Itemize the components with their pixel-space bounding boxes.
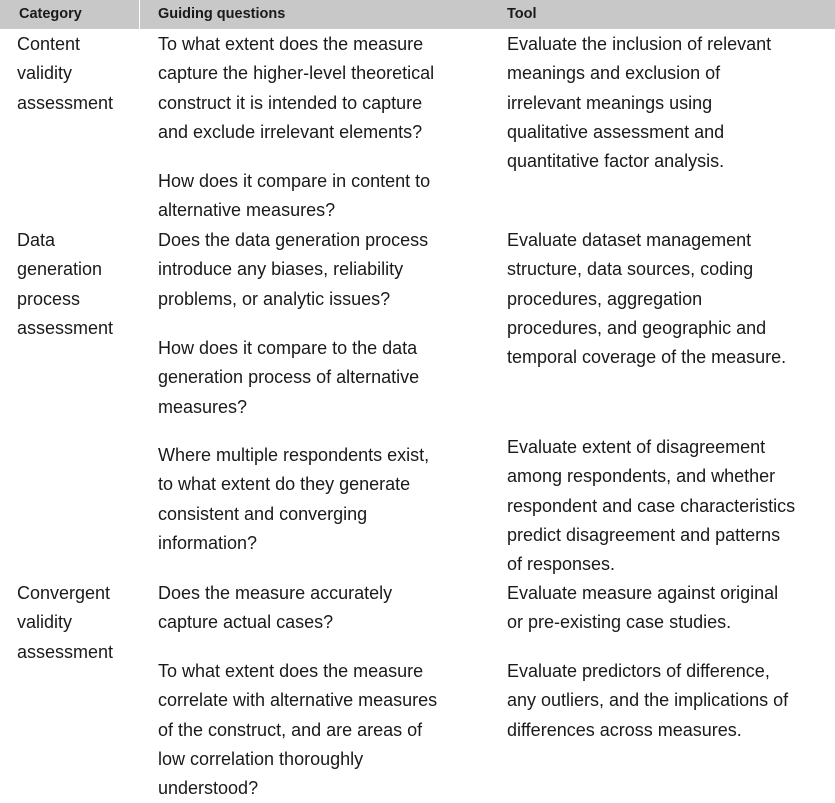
tool-cell-line: meanings and exclusion of [507,63,721,84]
category-cell-line: process [17,288,81,309]
category-cell-line: assessment [17,317,114,338]
tool-cell-line: differences across measures. [507,719,742,740]
tool-cell-line: or pre-existing case studies. [507,612,732,633]
tool-cell-line: procedures, aggregation [507,288,703,309]
tool-cell-line: respondent and case characteristics [507,495,796,516]
guiding-question-line: measures? [158,396,248,417]
header-separator [139,0,140,29]
category-cell-line: assessment [17,92,114,113]
tool-cell-line: among respondents, and whether [507,466,776,487]
tool-cell-line: any outliers, and the implications of [507,690,789,711]
guiding-question-line: capture actual cases? [158,612,334,633]
category-cell-line: assessment [17,641,114,662]
guiding-question-line: consistent and converging [158,503,368,524]
guiding-question-line: problems, or analytic issues? [158,288,391,309]
category-cell-line: Content [17,34,81,54]
tool-cell-line: irrelevant meanings using [507,92,713,113]
guiding-question-line: introduce any biases, reliability [158,259,404,280]
header-tool: Tool [507,6,537,22]
table-header [0,0,835,29]
tool-cell-line: structure, data sources, coding [507,259,754,280]
category-cell-line: generation [17,259,103,280]
guiding-question-line: construct it is intended to capture [158,92,423,113]
category-cell-line: validity [17,63,73,84]
tool-cell-line: temporal coverage of the measure. [507,347,787,368]
header-category: Category [19,6,82,22]
tool-cell-line: Evaluate the inclusion of relevant [507,34,772,54]
guiding-question-line: How does it compare in content to [158,171,431,191]
guiding-question-line: How does it compare to the data [158,338,418,358]
guiding-question-line: low correlation thoroughly [158,748,364,769]
guiding-question-line: of the construct, and are areas of [158,719,423,740]
tool-cell-line: predict disagreement and patterns [507,524,781,545]
category-cell-line: Convergent [17,583,111,603]
guiding-question-line: alternative measures? [158,200,336,221]
tool-cell-line: Evaluate predictors of difference, [507,661,770,681]
guiding-question-line: capture the higher-level theoretical [158,63,435,84]
guiding-question-line: generation process of alternative [158,367,420,388]
guiding-question-line: understood? [158,778,259,799]
guiding-question-line: Does the data generation process [158,230,429,250]
guiding-question-line: to what extent do they generate [158,474,411,495]
guiding-question-line: Where multiple respondents exist, [158,445,430,465]
guiding-question-line: and exclude irrelevant elements? [158,121,423,142]
category-cell-line: validity [17,612,73,633]
guiding-question-line: Does the measure accurately [158,583,393,603]
guiding-question-line: To what extent does the measure [158,34,424,54]
guiding-question-line: correlate with alternative measures [158,690,438,711]
category-cell-line: Data [17,230,56,250]
tool-cell-line: of responses. [507,554,616,575]
tool-cell-line: procedures, and geographic and [507,317,767,338]
tool-cell-line: qualitative assessment and [507,121,725,142]
guiding-question-line: information? [158,532,258,553]
tool-cell-line: Evaluate dataset management [507,230,752,250]
tool-cell-line: Evaluate extent of disagreement [507,437,766,457]
guiding-question-line: To what extent does the measure [158,661,424,681]
tool-cell-line: Evaluate measure against original [507,583,779,603]
tool-cell-line: quantitative factor analysis. [507,151,725,172]
header-guiding-questions: Guiding questions [158,6,286,22]
